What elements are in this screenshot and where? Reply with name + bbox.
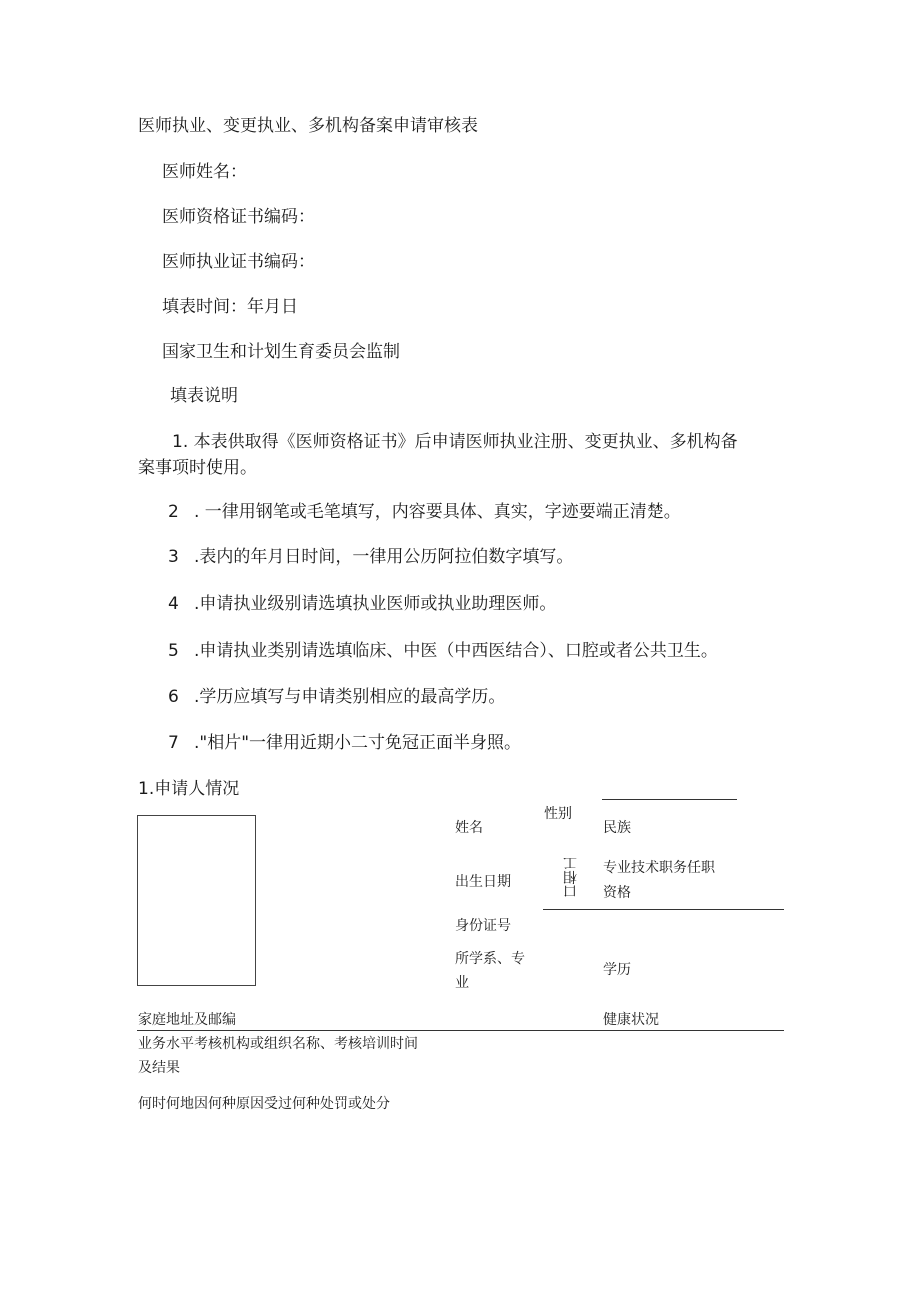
penalty-label: 何时何地因何种原因受过何种处罚或处分 bbox=[138, 1096, 390, 1112]
instruction-item-2-text: . 一律用钢笔或毛笔填写，内容要具体、真实，字迹要端正清楚。 bbox=[194, 502, 681, 522]
name-label: 姓名 bbox=[455, 820, 483, 836]
instruction-item-5-num: 5 bbox=[168, 641, 179, 661]
instruction-item-1-line1: 1. 本表供取得《医师资格证书》后申请医师执业注册、变更执业、多机构备 bbox=[172, 432, 738, 452]
instruction-item-5-text: .申请执业类别请选填临床、中医（中西医结合）、口腔或者公共卫生。 bbox=[194, 641, 718, 661]
instruction-item-6-text: .学历应填写与申请类别相应的最高学历。 bbox=[194, 687, 506, 707]
instructions-heading: 填表说明 bbox=[170, 386, 238, 406]
health-label: 健康状况 bbox=[603, 1012, 659, 1028]
address-label: 家庭地址及邮编 bbox=[138, 1012, 236, 1028]
qualification-cert-label: 医师资格证书编码： bbox=[162, 207, 315, 227]
instruction-item-6-num: 6 bbox=[168, 687, 179, 707]
ethnicity-label: 民族 bbox=[603, 820, 631, 836]
education-label: 学历 bbox=[603, 962, 631, 978]
exam-label-line1: 业务水平考核机构或组织名称、考核培训时间 bbox=[138, 1036, 418, 1052]
row-divider-address bbox=[137, 1030, 784, 1031]
major-label-line2: 业 bbox=[455, 975, 469, 991]
instruction-item-4-text: .申请执业级别请选填执业医师或执业助理医师。 bbox=[194, 594, 557, 614]
ethnicity-top-line bbox=[602, 799, 737, 800]
instruction-item-7-num: 7 bbox=[168, 733, 179, 753]
exam-label-line2: 及结果 bbox=[138, 1060, 180, 1076]
instruction-item-1-line2: 案事项时使用。 bbox=[138, 458, 257, 478]
instruction-item-4-num: 4 bbox=[168, 594, 179, 614]
major-label-line1: 所学系、专 bbox=[455, 951, 525, 967]
issuer-text: 国家卫生和计划生育委员会监制 bbox=[162, 342, 400, 362]
instruction-item-3-text: .表内的年月日时间，一律用公历阿拉伯数字填写。 bbox=[194, 547, 574, 567]
doctor-name-label: 医师姓名： bbox=[162, 162, 247, 182]
instruction-item-3-num: 3 bbox=[168, 547, 179, 567]
title-qual-label-line1: 专业技术职务任职 bbox=[603, 860, 715, 876]
section-applicant-heading: 1.申请人情况 bbox=[138, 779, 240, 799]
fill-date-label: 填表时间：年月日 bbox=[162, 297, 298, 317]
title-qual-label-line2: 资格 bbox=[603, 885, 631, 901]
instruction-item-2-num: 2 bbox=[168, 502, 179, 522]
instruction-item-7-text: ."相片"一律用近期小二寸免冠正面半身照。 bbox=[194, 733, 522, 753]
birth-date-label: 出生日期 bbox=[455, 874, 511, 890]
practice-cert-label: 医师执业证书编码： bbox=[162, 252, 315, 272]
document-title: 医师执业、变更执业、多机构备案申请审核表 bbox=[138, 116, 478, 136]
photo-box[interactable] bbox=[137, 815, 256, 986]
vertical-text: 口相工 bbox=[563, 854, 577, 898]
id-number-label: 身份证号 bbox=[455, 918, 511, 934]
row-divider-birth bbox=[543, 909, 784, 910]
gender-label: 性别 bbox=[544, 806, 572, 822]
